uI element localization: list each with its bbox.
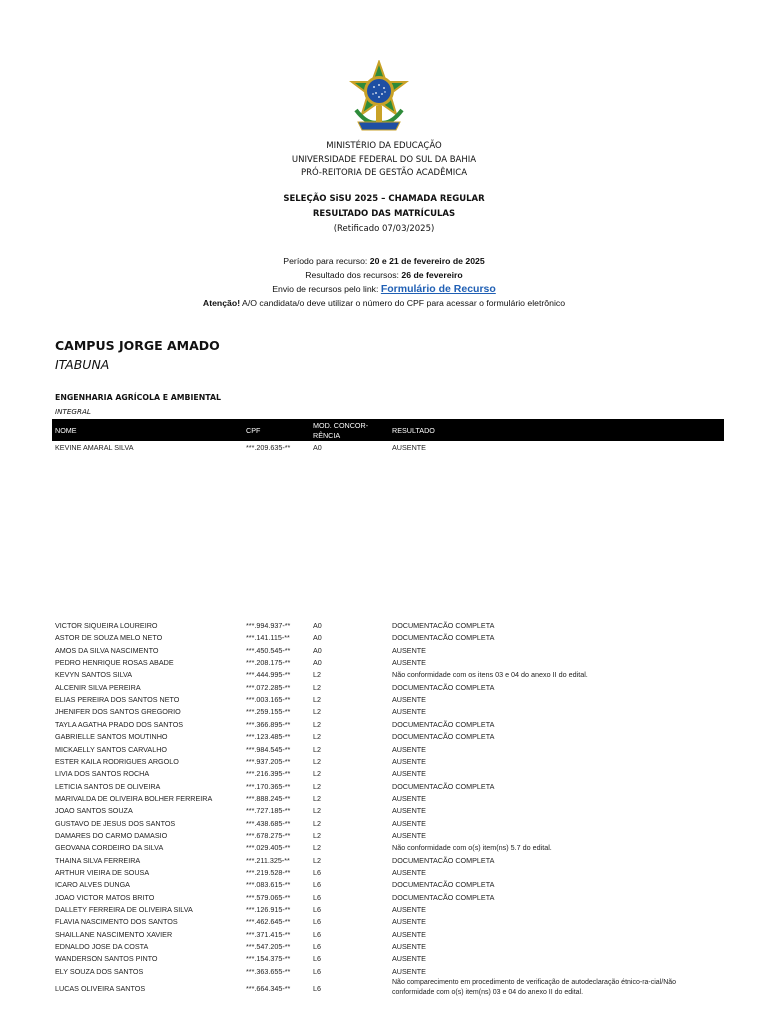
cell-name: ELY SOUZA DOS SANTOS — [55, 966, 144, 976]
cell-result: DOCUMENTACÃO COMPLETA — [392, 682, 495, 692]
cell-mod: L6 — [313, 917, 321, 927]
header-mod-1: MOD. CONCOR- — [313, 421, 369, 430]
table-row — [0, 620, 768, 632]
table-row — [0, 867, 768, 879]
cell-result: AUSENTE — [392, 645, 426, 655]
brazil-coat-of-arms-icon — [348, 60, 410, 134]
cell-cpf: ***.170.365-** — [246, 781, 291, 791]
cell-result: DOCUMENTACÃO COMPLETA — [392, 621, 495, 630]
cell-result: DOCUMENTACÃO COMPLETA — [392, 892, 495, 902]
table-row — [0, 744, 768, 756]
attention-line — [0, 296, 768, 310]
cell-result: AUSENTE — [392, 942, 426, 952]
table-row — [0, 719, 768, 731]
cell-name: TAYLA AGATHA PRADO DOS SANTOS — [55, 719, 184, 729]
cell-cpf: ***.126.915-** — [246, 905, 291, 915]
result-label: Resultado dos recursos: — [305, 270, 402, 280]
cell-name: AMOS DA SILVA NASCIMENTO — [55, 645, 159, 655]
cell-name: JHENIFER DOS SANTOS GREGORIO — [55, 707, 181, 717]
period-line — [0, 254, 768, 268]
cell-result: AUSENTE — [392, 830, 426, 840]
cell-name: LIVIA DOS SANTOS ROCHA — [55, 769, 150, 779]
cell-result: AUSENTE — [392, 966, 426, 976]
cell-result: DOCUMENTACÃO COMPLETA — [392, 732, 495, 742]
cell-name: KEVYN SANTOS SILVA — [55, 670, 133, 680]
cell-mod: L6 — [313, 954, 321, 964]
table-row — [0, 879, 768, 891]
cell-result: AUSENTE — [392, 695, 426, 705]
cell-mod: L6 — [313, 984, 321, 993]
cell-result: AUSENTE — [392, 954, 426, 964]
cell-name: FLAVIA NASCIMENTO DOS SANTOS — [55, 917, 178, 927]
cell-mod: L6 — [313, 929, 321, 939]
cell-result: AUSENTE — [392, 818, 426, 828]
cell-name: ALCENIR SILVA PEREIRA — [55, 682, 141, 692]
cell-cpf: ***.083.615-** — [246, 880, 291, 890]
cell-mod: A0 — [313, 621, 322, 630]
table-row — [0, 805, 768, 817]
cell-cpf: ***.937.205-** — [246, 756, 291, 766]
cell-mod: L2 — [313, 732, 321, 742]
cell-name: PEDRO HENRIQUE ROSAS ABADE — [55, 658, 174, 668]
cell-cpf: ***.211.325-** — [246, 855, 290, 865]
cell-result: DOCUMENTACÃO COMPLETA — [392, 719, 495, 729]
cell-name: ARTHUR VIEIRA DE SOUSA — [55, 868, 150, 877]
cell-result: AUSENTE — [392, 707, 426, 717]
table-row — [0, 953, 768, 965]
cell-cpf: ***.219.528-** — [246, 868, 291, 877]
table-row — [0, 941, 768, 953]
header-mod-2: RÊNCIA — [313, 431, 341, 440]
cell-cpf: ***.072.285-** — [246, 682, 291, 692]
cell-name: DALLETY FERREIRA DE OLIVEIRA SILVA — [55, 905, 193, 915]
appeal-form-link[interactable]: Formulário de Recurso — [380, 283, 496, 295]
campus-city: ITABUNA — [55, 357, 110, 372]
table-row — [0, 768, 768, 780]
cell-cpf: ***.208.175-** — [246, 658, 291, 668]
cell-mod: L2 — [313, 818, 321, 828]
cell-result: AUSENTE — [392, 917, 426, 927]
cell-result: AUSENTE — [392, 806, 426, 816]
cell-mod: L2 — [313, 855, 321, 865]
cell-name: EDNALDO JOSE DA COSTA — [55, 942, 149, 952]
table-row — [0, 978, 768, 1000]
cell-name: ELIAS PEREIRA DOS SANTOS NETO — [55, 695, 180, 705]
cell-cpf: ***.664.345-** — [246, 984, 291, 993]
cell-mod: L2 — [313, 769, 321, 779]
cell-mod: L6 — [313, 892, 321, 902]
selection-subtitle: RESULTADO DAS MATRÍCULAS — [312, 209, 456, 219]
cell-name: DAMARES DO CARMO DAMASIO — [55, 830, 168, 840]
table-row — [0, 830, 768, 842]
cell-name: GEOVANA CORDEIRO DA SILVA — [55, 843, 164, 853]
cell-result: AUSENTE — [392, 793, 426, 803]
cell-mod: L6 — [313, 868, 321, 877]
table-row — [0, 781, 768, 793]
result-line — [0, 268, 768, 282]
table-row — [0, 706, 768, 718]
cell-result: AUSENTE — [392, 905, 426, 915]
cell-cpf: ***.363.655-** — [246, 966, 291, 976]
cell-mod: A0 — [313, 443, 322, 452]
cell-name: GUSTAVO DE JESUS DOS SANTOS — [55, 818, 176, 828]
university-title: UNIVERSIDADE FEDERAL DO SUL DA BAHIA — [291, 154, 477, 165]
table-row — [0, 645, 768, 657]
campus-name: CAMPUS JORGE AMADO — [55, 338, 220, 353]
cell-cpf: ***.029.405-** — [246, 843, 291, 853]
cell-result: AUSENTE — [392, 929, 426, 939]
table-row — [0, 682, 768, 694]
cell-name: WANDERSON SANTOS PINTO — [55, 954, 158, 964]
cell-mod: L2 — [313, 695, 321, 705]
cell-name: SHAILLANE NASCIMENTO XAVIER — [55, 929, 173, 939]
cell-mod: L2 — [313, 719, 321, 729]
table-header — [52, 419, 724, 441]
cell-result: AUSENTE — [392, 868, 426, 877]
cell-cpf: ***.141.115-** — [246, 633, 290, 643]
header-result: RESULTADO — [392, 426, 435, 435]
header-name: NOME — [55, 426, 77, 435]
period-value: 20 e 21 de fevereiro de 2025 — [369, 256, 485, 266]
course-name: ENGENHARIA AGRÍCOLA E AMBIENTAL — [55, 393, 221, 402]
header-cpf: CPF — [246, 426, 261, 435]
cell-mod: A0 — [313, 645, 322, 655]
cell-result: AUSENTE — [392, 658, 426, 668]
table-row — [0, 731, 768, 743]
cell-result: AUSENTE — [392, 744, 426, 754]
table-row — [0, 916, 768, 928]
cell-mod: L2 — [313, 781, 321, 791]
cell-cpf: ***.984.545-** — [246, 744, 291, 754]
cell-mod: L2 — [313, 793, 321, 803]
table-row — [0, 669, 768, 681]
cell-cpf: ***.727.185-** — [246, 806, 291, 816]
cell-mod: L2 — [313, 744, 321, 754]
cell-cpf: ***.579.065-** — [246, 892, 291, 902]
table-row — [0, 855, 768, 867]
table-row — [0, 793, 768, 805]
cell-cpf: ***.366.895-** — [246, 719, 291, 729]
cell-result: Não comparecimento em procedimento de verificação de autodeclaração étnico-ra-cial/Não conformidade com o(s) item(ns) 03 e 04 do anexo II do edital. — [392, 979, 677, 996]
table-row — [0, 892, 768, 904]
result-value: 26 de fevereiro — [401, 270, 463, 280]
cell-cpf: ***.154.375-** — [246, 954, 291, 964]
cell-result: AUSENTE — [392, 756, 426, 766]
table-row — [0, 756, 768, 768]
cell-cpf: ***.216.395-** — [246, 769, 291, 779]
cell-mod: L6 — [313, 942, 321, 952]
table-row — [0, 904, 768, 916]
table-row — [0, 657, 768, 669]
cell-mod: L2 — [313, 843, 321, 853]
cell-name: VICTOR SIQUEIRA LOUREIRO — [55, 621, 158, 630]
cell-mod: L2 — [313, 830, 321, 840]
cell-name: THAINA SILVA FERREIRA — [55, 855, 141, 865]
table-row — [0, 818, 768, 830]
cell-cpf: ***.994.937-** — [246, 621, 291, 630]
cell-mod: L2 — [313, 756, 321, 766]
cell-cpf: ***.547.205-** — [246, 942, 291, 952]
cell-mod: A0 — [313, 658, 322, 668]
cell-cpf: ***.678.275-** — [246, 830, 291, 840]
cell-cpf: ***.003.165-** — [246, 695, 291, 705]
cell-name: GABRIELLE SANTOS MOUTINHO — [55, 732, 168, 742]
info-block — [0, 254, 768, 310]
cell-name: KEVINE AMARAL SILVA — [55, 443, 134, 452]
rectification-note: (Retificado 07/03/2025) — [333, 224, 435, 234]
table-row — [0, 632, 768, 644]
attention-text: A/O candidata/o deve utilizar o número do CPF para acessar o formulário eletrônico — [240, 298, 566, 308]
cell-result: Não conformidade com o(s) item(ns) 5.7 do edital. — [392, 843, 552, 853]
cell-name: ASTOR DE SOUZA MELO NETO — [55, 633, 163, 643]
cell-name: ICARO ALVES DUNGA — [55, 880, 130, 890]
cell-mod: L6 — [313, 966, 321, 976]
cell-result: DOCUMENTACÃO COMPLETA — [392, 781, 495, 791]
ministry-title: MINISTÉRIO DA EDUCAÇÃO — [326, 141, 442, 151]
link-line — [0, 282, 768, 296]
cell-mod: L2 — [313, 682, 321, 692]
selection-block — [0, 192, 768, 237]
cell-cpf: ***.259.155-** — [246, 707, 291, 717]
cell-result: AUSENTE — [392, 769, 426, 779]
cell-cpf: ***.123.485-** — [246, 732, 291, 742]
cell-name: LUCAS OLIVEIRA SANTOS — [55, 984, 146, 993]
cell-cpf: ***.371.415-** — [246, 929, 291, 939]
cell-cpf: ***.888.245-** — [246, 793, 291, 803]
cell-mod: L2 — [313, 707, 321, 717]
course-shift: INTEGRAL — [55, 407, 91, 416]
table-row — [0, 842, 768, 854]
cell-name: MICKAELLY SANTOS CARVALHO — [55, 744, 167, 754]
table-row — [0, 442, 768, 454]
cell-result: DOCUMENTACÃO COMPLETA — [392, 855, 495, 865]
cell-cpf: ***.444.995-** — [246, 670, 291, 680]
cell-name: JOAO VICTOR MATOS BRITO — [55, 892, 155, 902]
cell-result: DOCUMENTACÃO COMPLETA — [392, 633, 495, 643]
cell-cpf: ***.450.545-** — [246, 645, 291, 655]
cell-mod: L2 — [313, 670, 321, 680]
cell-mod: L6 — [313, 880, 321, 890]
cell-result: Não conformidade com os itens 03 e 04 do anexo II do edital. — [392, 670, 588, 680]
cell-name: MARIVALDA DE OLIVEIRA BOLHER FERREIRA — [55, 793, 213, 803]
cell-mod: A0 — [313, 633, 322, 643]
cell-name: JOAO SANTOS SOUZA — [55, 806, 133, 816]
cell-mod: L6 — [313, 905, 321, 915]
selection-title: SELEÇÃO SiSU 2025 – CHAMADA REGULAR — [283, 194, 485, 204]
period-label: Período para recurso: — [283, 256, 370, 266]
link-label: Envio de recursos pelo link: — [272, 284, 381, 294]
cell-result: AUSENTE — [392, 443, 426, 452]
cell-cpf: ***.438.685-** — [246, 818, 291, 828]
institution-block — [0, 140, 768, 181]
attention-label: Atenção! — [202, 298, 241, 308]
cell-name: ESTER KAILA RODRIGUES ARGOLO — [55, 756, 179, 766]
cell-mod: L2 — [313, 806, 321, 816]
cell-cpf: ***.462.645-** — [246, 917, 291, 927]
table-row — [0, 966, 768, 978]
cell-name: LETICIA SANTOS DE OLIVEIRA — [55, 781, 161, 791]
table-row — [0, 694, 768, 706]
office-title: PRÓ-REITORIA DE GESTÃO ACADÊMICA — [300, 168, 468, 178]
table-row — [0, 929, 768, 941]
cell-result: DOCUMENTACÃO COMPLETA — [392, 880, 495, 890]
cell-cpf: ***.209.635-** — [246, 443, 291, 452]
